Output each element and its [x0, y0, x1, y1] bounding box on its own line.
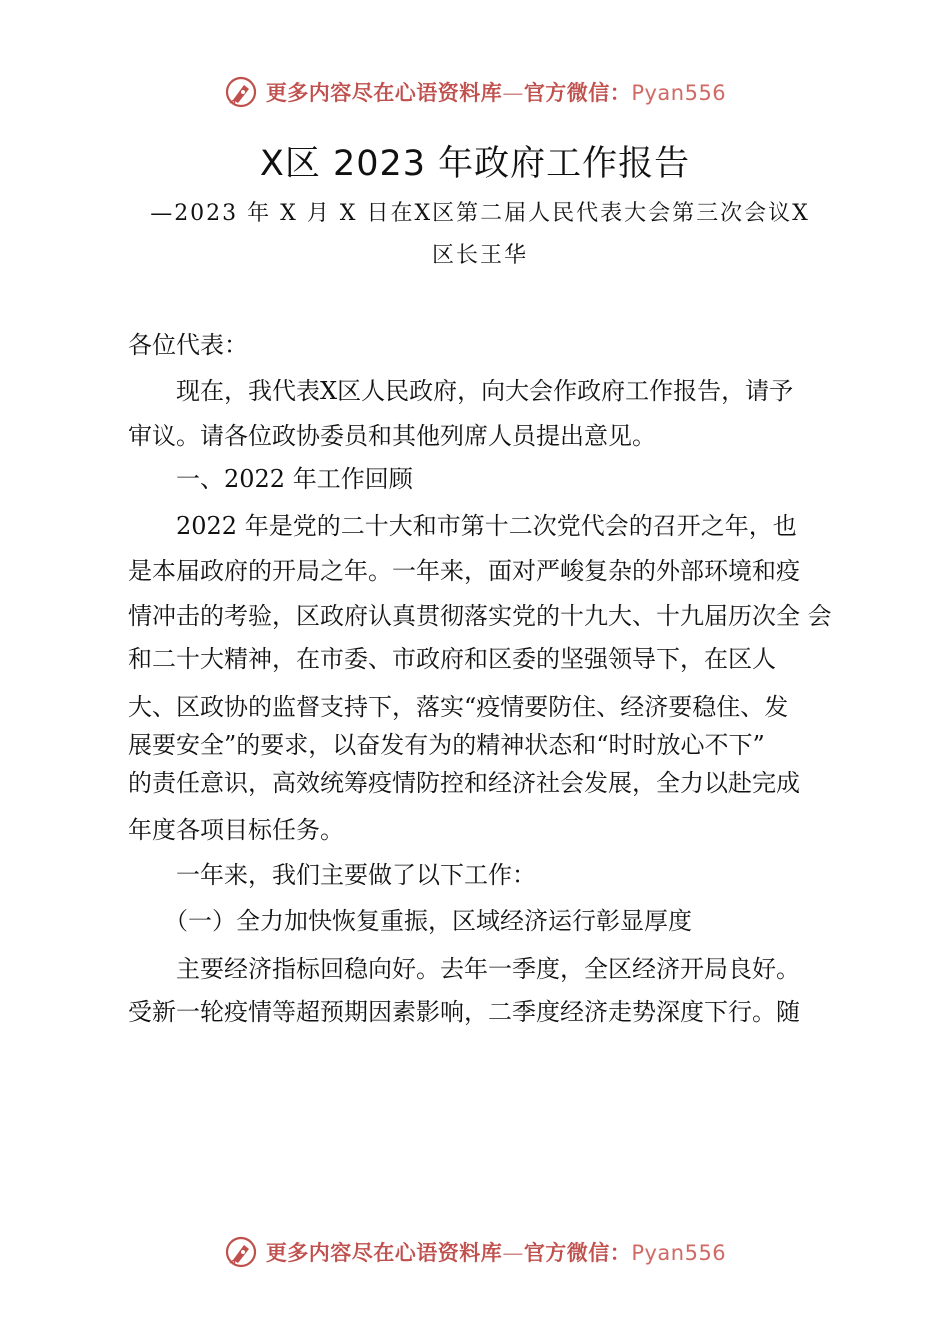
watermark-contact-label: 官方微信：	[523, 81, 632, 105]
watermark-text	[266, 1237, 726, 1267]
watermark-slogan: 更多内容尽在心语资料库	[265, 1241, 503, 1265]
body-line: 大、区政协的监督支持下，落实“疫情要防住、经济要稳住、发	[128, 693, 789, 721]
watermark-text	[266, 77, 726, 107]
watermark-footer	[0, 1232, 950, 1272]
body-line: 主要经济指标回稳向好。去年一季度，全区经济开局良好。	[128, 955, 800, 983]
body-line: 的责任意识，高效统筹疫情防控和经济社会发展，全力以赴完成	[128, 769, 800, 797]
body-line: 审议。请各位政协委员和其他列席人员提出意见。	[128, 422, 656, 450]
body-line: 情冲击的考验，区政府认真贯彻落实党的十九大、十九届历次全 会	[128, 602, 832, 630]
document-subtitle-line2: 区长王华	[431, 243, 528, 268]
watermark-header	[0, 72, 950, 112]
section-heading: （一）全力加快恢复重振，区域经济运行彰显厚度	[128, 907, 692, 935]
body-line: 年度各项目标任务。	[128, 816, 344, 844]
body-line: 2022 年是党的二十大和市第十二次党代会的召开之年，也	[128, 512, 797, 540]
watermark-contact-id: Pyan556	[631, 1241, 727, 1265]
body-line: 展要安全”的要求，以奋发有为的精神状态和“时时放心不下”	[128, 731, 765, 759]
pen-nib-logo-icon	[224, 1235, 258, 1269]
watermark-slogan: 更多内容尽在心语资料库	[265, 81, 503, 105]
body-line: 是本届政府的开局之年。一年来，面对严峻复杂的外部环境和疫	[128, 557, 800, 585]
body-line: 一、2022 年工作回顾	[128, 465, 413, 493]
body-line: 各位代表：	[128, 331, 248, 359]
watermark-separator: —	[502, 81, 524, 105]
watermark-separator: —	[502, 1241, 524, 1265]
body-line: 一年来，我们主要做了以下工作：	[128, 861, 536, 889]
body-line: 和二十大精神，在市委、市政府和区委的坚强领导下，在区人	[128, 645, 776, 673]
document-subtitle-line1: —2023 年 X 月 X 日在X区第二届人民代表大会第三次会议X	[150, 201, 810, 226]
body-line: 现在，我代表X区人民政府，向大会作政府工作报告，请予	[128, 377, 794, 405]
watermark-contact-label: 官方微信：	[523, 1241, 632, 1265]
pen-nib-logo-icon	[224, 75, 258, 109]
body-line: 受新一轮疫情等超预期因素影响，二季度经济走势深度下行。随	[128, 998, 800, 1026]
document-title: X区 2023 年政府工作报告	[259, 144, 691, 184]
watermark-contact-id: Pyan556	[631, 81, 727, 105]
